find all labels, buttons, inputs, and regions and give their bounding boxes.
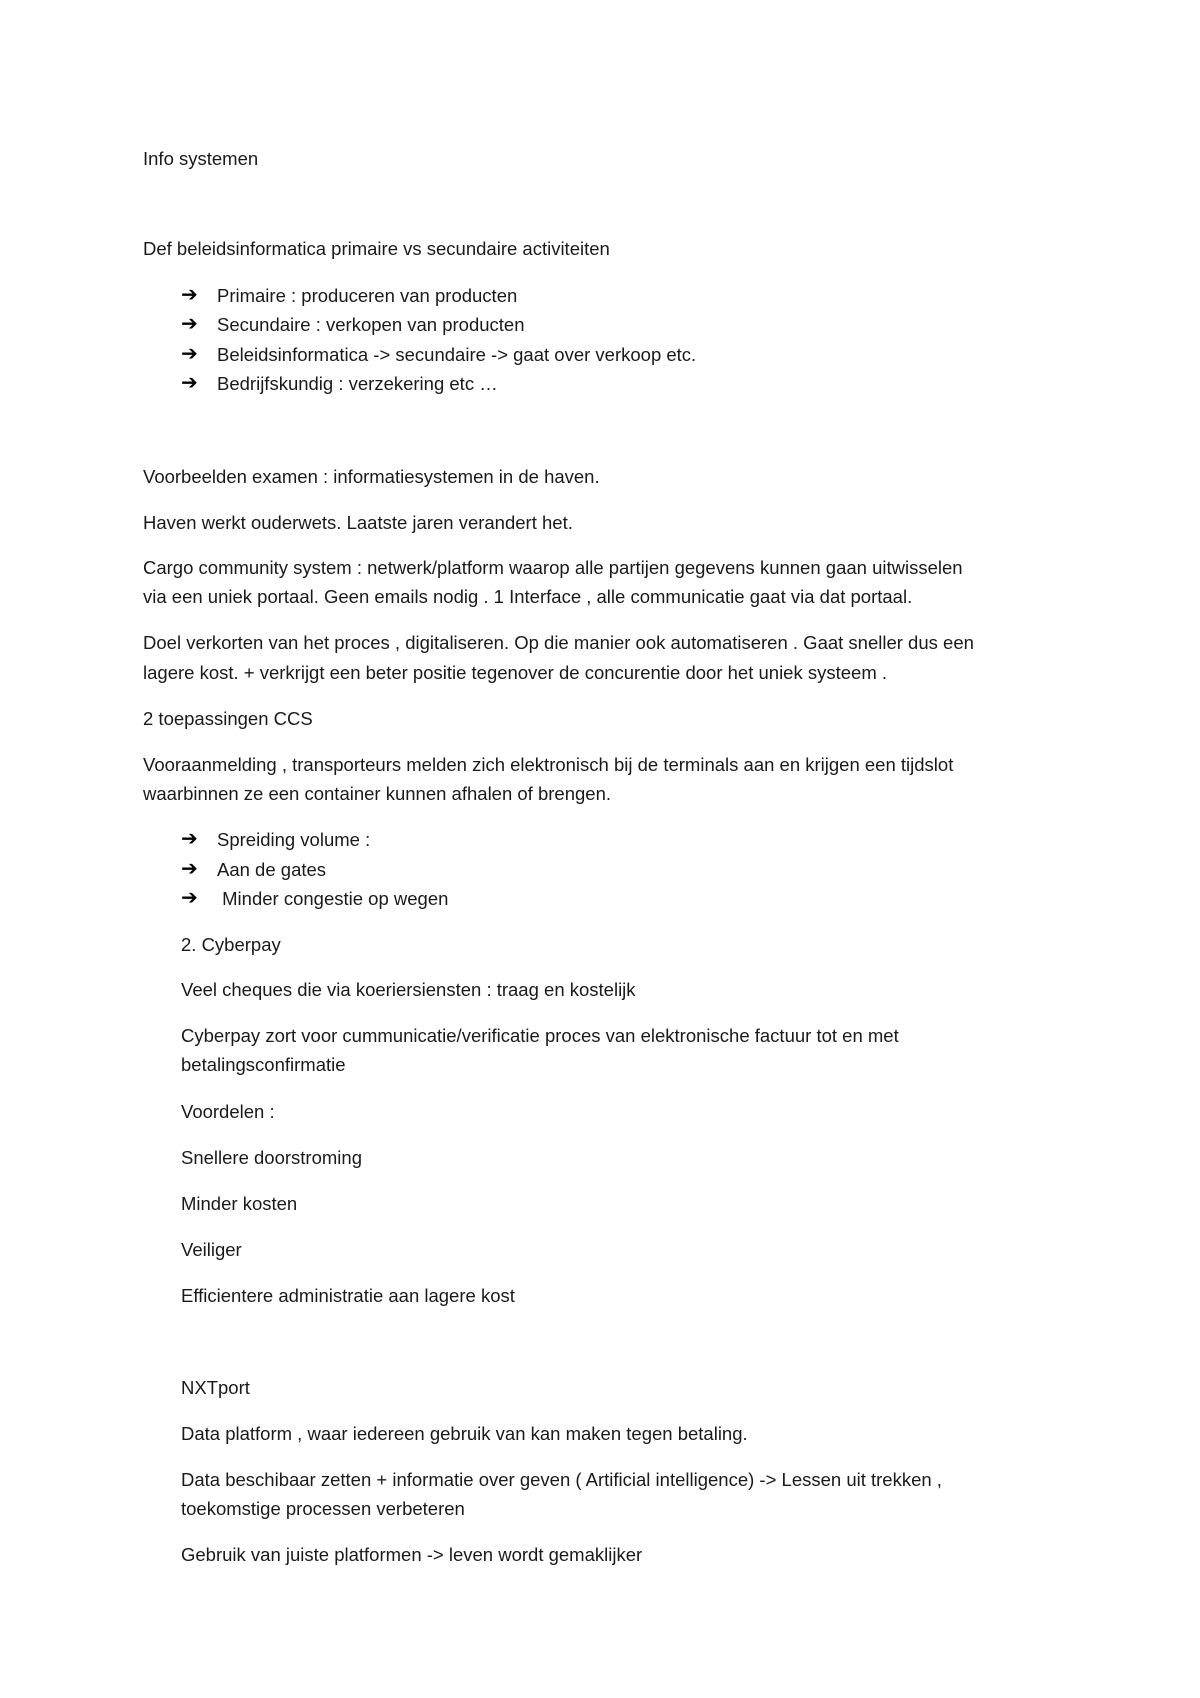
cyberpay-heading: 2. Cyberpay (181, 934, 281, 955)
paragraph: Voorbeelden examen : informatiesystemen in de haven. (143, 466, 600, 487)
list-item-text: Primaire : produceren van producten (217, 285, 518, 306)
list-item: Efficientere administratie aan lagere kost (181, 1285, 515, 1306)
paragraph: Data beschibaar zetten + informatie over geven ( Artificial intelligence) -> Lessen uit trekken , (181, 1469, 942, 1490)
paragraph: betalingsconfirmatie (181, 1054, 346, 1075)
list-item: Snellere doorstroming (181, 1147, 362, 1168)
list-item (181, 884, 448, 913)
paragraph: Haven werkt ouderwets. Laatste jaren verandert het. (143, 512, 573, 533)
arrow-right-icon: ➔ (181, 313, 198, 335)
paragraph: 2 toepassingen CCS (143, 708, 313, 729)
list-item: Veiliger (181, 1239, 242, 1260)
list-item: Minder kosten (181, 1193, 298, 1214)
paragraph: lagere kost. + verkrijgt een beter positie tegenover de concurentie door het uniek systeem . (143, 662, 888, 683)
paragraph: waarbinnen ze een container kunnen afhalen of brengen. (143, 783, 611, 804)
paragraph: toekomstige processen verbeteren (181, 1498, 465, 1519)
arrow-right-icon: ➔ (181, 887, 198, 909)
paragraph: Cargo community system : netwerk/platform waarop alle partijen gegevens kunnen gaan uitwisselen (143, 557, 963, 578)
arrow-right-icon: ➔ (181, 828, 198, 850)
paragraph: Doel verkorten van het proces , digitaliseren. Op die manier ook automatiseren . Gaat sneller dus een (143, 632, 974, 653)
paragraph: via een uniek portaal. Geen emails nodig . 1 Interface , alle communicatie gaat via dat portaal. (143, 586, 913, 607)
advantages-label: Voordelen : (181, 1101, 275, 1122)
list-item (181, 340, 696, 369)
arrow-right-icon: ➔ (181, 858, 198, 880)
paragraph: Veel cheques die via koeriersiensten : traag en kostelijk (181, 979, 636, 1000)
nxtport-heading: NXTport (181, 1377, 250, 1398)
arrow-right-icon: ➔ (181, 372, 198, 394)
page-title: Info systemen (143, 148, 259, 169)
paragraph: Gebruik van juiste platformen -> leven wordt gemaklijker (181, 1544, 643, 1565)
list-item (181, 369, 498, 398)
list-item-text: Aan de gates (217, 859, 327, 880)
list-item-text: Beleidsinformatica -> secundaire -> gaat over verkoop etc. (217, 344, 697, 365)
list-item (181, 855, 326, 884)
paragraph: Cyberpay zort voor cummunicatie/verificatie proces van elektronische factuur tot en met (181, 1025, 899, 1046)
arrow-right-icon: ➔ (181, 343, 198, 365)
section1-heading: Def beleidsinformatica primaire vs secundaire activiteiten (143, 238, 610, 259)
list-item (181, 310, 525, 339)
paragraph: Data platform , waar iedereen gebruik van kan maken tegen betaling. (181, 1423, 748, 1444)
list-item (181, 825, 370, 854)
paragraph: Vooraanmelding , transporteurs melden zich elektronisch bij de terminals aan en krijgen een tijdslot (143, 754, 954, 775)
list-item-text: Bedrijfskundig : verzekering etc … (217, 373, 498, 394)
list-item (181, 281, 517, 310)
arrow-right-icon: ➔ (181, 284, 198, 306)
list-item-text: Spreiding volume : (217, 829, 371, 850)
list-item-text: Secundaire : verkopen van producten (217, 314, 525, 335)
list-item-text: Minder congestie op wegen (217, 888, 449, 909)
